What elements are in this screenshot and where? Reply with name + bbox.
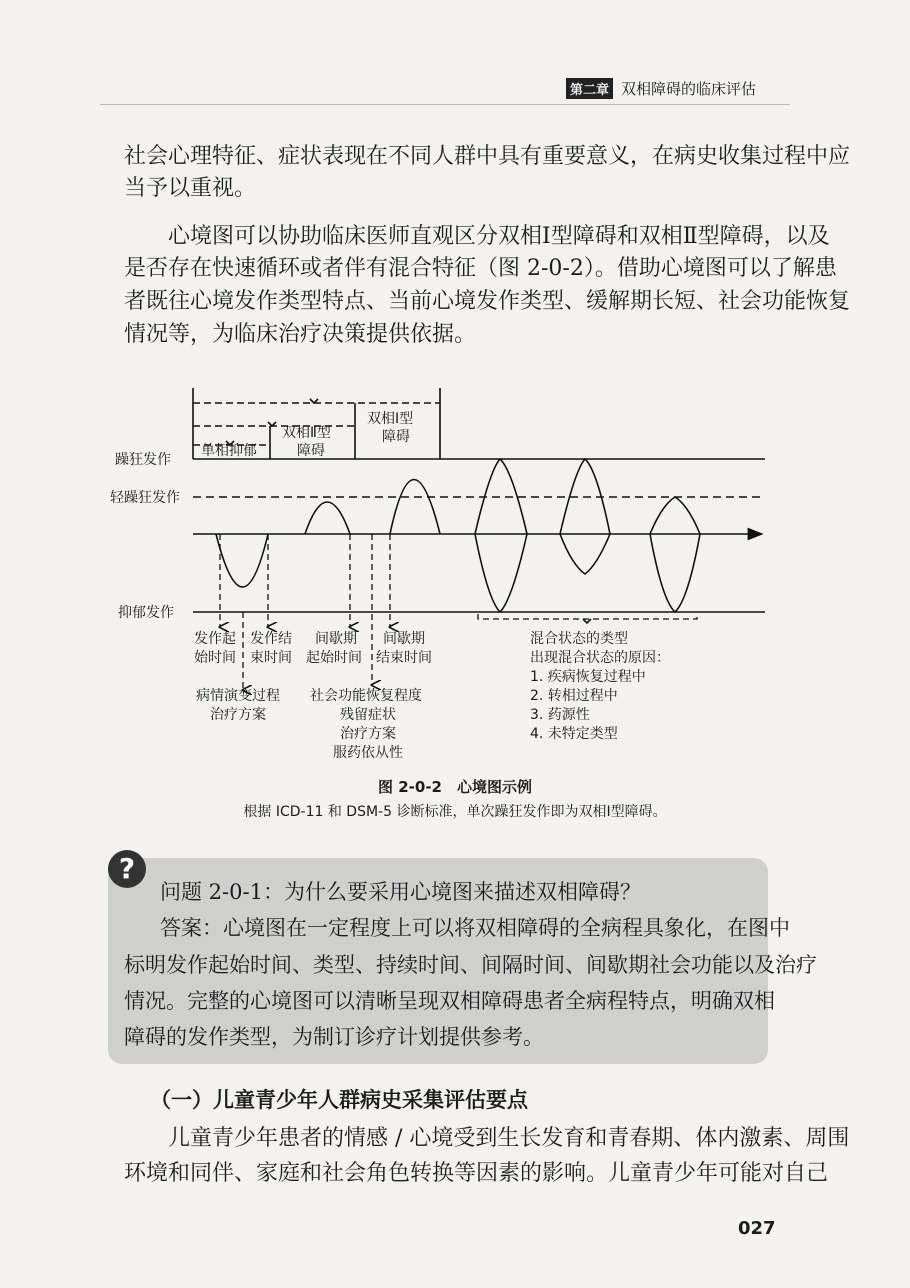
- annotation: 间歇期: [315, 631, 357, 647]
- level-label-depression: 抑郁发作: [118, 605, 174, 621]
- level-label-mania: 躁狂发作: [115, 452, 171, 468]
- annotation: 出现混合状态的原因：: [530, 650, 670, 666]
- bracket-label: 障碍: [382, 429, 410, 445]
- annotation: 束时间: [250, 650, 292, 666]
- annotation: 残留症状: [340, 707, 396, 723]
- chapter-title: 双相障碍的临床评估: [621, 80, 757, 98]
- question-mark-icon: ?: [108, 850, 146, 888]
- annotation: 治疗方案: [210, 707, 266, 723]
- bracket-label: 障碍: [297, 443, 325, 459]
- annotation: 治疗方案: [340, 726, 396, 742]
- annotation: 始时间: [194, 650, 236, 666]
- mixed-diamond: [475, 459, 527, 612]
- text-line: 环境和同伴、家庭和社会角色转换等因素的影响。儿童青少年可能对自己: [124, 1161, 829, 1186]
- question-title: 问题 2-0-1：为什么要采用心境图来描述双相障碍？: [160, 880, 641, 904]
- annotation: 混合状态的类型: [530, 631, 628, 647]
- page-number: 027: [738, 1218, 776, 1239]
- level-label-hypomania: 轻躁狂发作: [110, 490, 180, 506]
- text-line: 儿童青少年患者的情感 / 心境受到生长发育和青春期、体内激素、周围: [168, 1126, 850, 1151]
- text-line: 是否存在快速循环或者伴有混合特征（图 2-0-2）。借助心境图可以了解患: [124, 256, 837, 281]
- section-heading: （一）儿童青少年人群病史采集评估要点: [150, 1088, 528, 1112]
- hypomania-wave: [305, 502, 350, 534]
- bracket-label: 单相抑郁: [201, 443, 257, 459]
- answer-line: 障碍的发作类型，为制订诊疗计划提供参考。: [124, 1025, 544, 1049]
- text-line: 情况等，为临床治疗决策提供依据。: [124, 322, 477, 347]
- annotation: 服药依从性: [333, 745, 403, 761]
- annotation: 3. 药源性: [530, 707, 590, 723]
- text-line: 社会心理特征、症状表现在不同人群中具有重要意义，在病史收集过程中应: [124, 144, 851, 169]
- annotation: 起始时间: [306, 650, 362, 666]
- answer-line: 标明发作起始时间、类型、持续时间、间隔时间、间歇期社会功能以及治疗: [124, 953, 817, 977]
- annotation: 间歇期: [383, 631, 425, 647]
- annotation: 发作结: [250, 631, 292, 647]
- annotation: 2. 转相过程中: [530, 688, 618, 704]
- mania-wave: [390, 480, 440, 535]
- figure-note: 根据 ICD-11 和 DSM-5 诊断标准，单次躁狂发作即为双相Ⅰ型障碍。: [243, 804, 667, 820]
- annotation: 结束时间: [376, 650, 432, 666]
- annotation: 社会功能恢复程度: [310, 688, 422, 704]
- annotation: 病情演变过程: [196, 688, 280, 704]
- chapter-badge: 第二章: [566, 78, 613, 99]
- mixed-diamond: [650, 497, 700, 612]
- text-line: 者既往心境发作类型特点、当前心境发作类型、缓解期长短、社会功能恢复: [124, 289, 851, 314]
- text-line: 心境图可以协助临床医师直观区分双相Ⅰ型障碍和双相Ⅱ型障碍，以及: [168, 224, 830, 249]
- annotation: 发作起: [194, 631, 236, 647]
- figure-caption: 图 2-0-2 心境图示例: [378, 778, 532, 796]
- answer-line: 答案：心境图在一定程度上可以将双相障碍的全病程具象化，在图中: [160, 916, 790, 940]
- text-line: 当予以重视。: [124, 176, 257, 201]
- annotation: 1. 疾病恢复过程中: [530, 669, 646, 685]
- bracket-label: 双相Ⅱ型: [282, 425, 331, 441]
- bracket-label: 双相Ⅰ型: [367, 411, 414, 427]
- answer-line: 情况。完整的心境图可以清晰呈现双相障碍患者全病程特点，明确双相: [124, 989, 775, 1013]
- mixed-diamond: [560, 459, 610, 574]
- depression-wave: [216, 534, 268, 587]
- annotation: 4. 未特定类型: [530, 726, 618, 742]
